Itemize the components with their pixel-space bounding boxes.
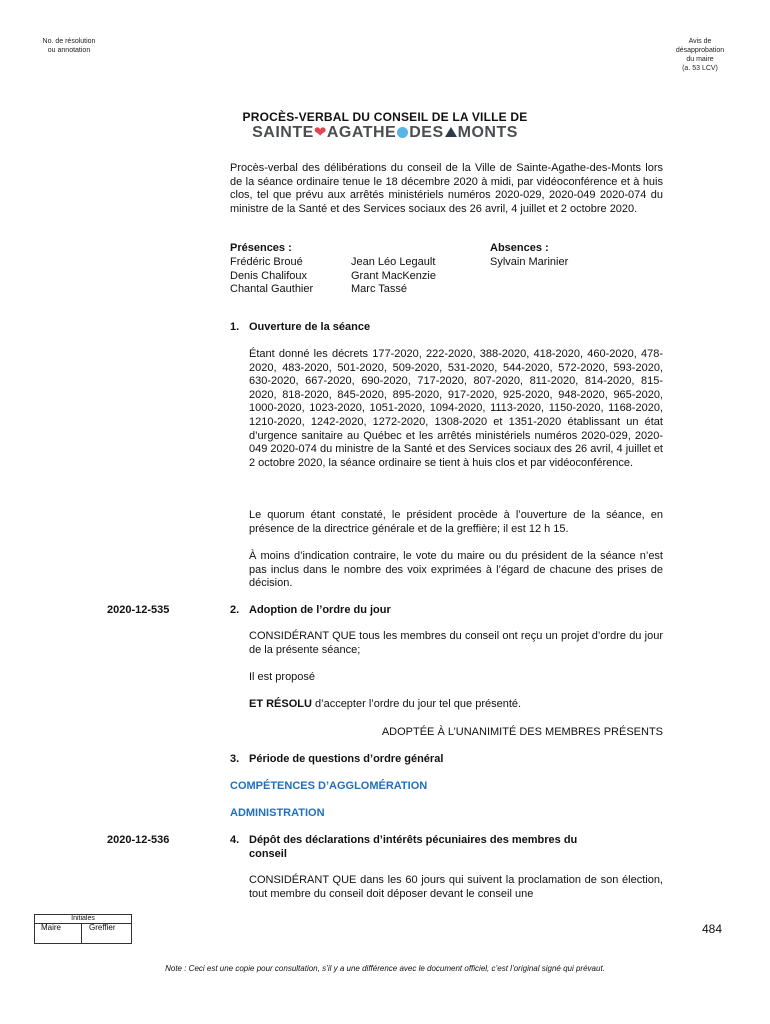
adoption-statement: ADOPTÉE À L’UNANIMITÉ DES MEMBRES PRÉSENTS: [381, 726, 663, 738]
resolution-header-line1: No. de résolution: [42, 38, 96, 45]
presences-label: Présences :: [230, 242, 292, 254]
attendee: Denis Chalifoux: [230, 269, 308, 282]
section-1-heading: [230, 321, 370, 333]
circle-icon: [397, 127, 408, 138]
mountain-icon: [445, 127, 457, 137]
section-2-paragraph-3: [249, 698, 663, 712]
page-number: 484: [702, 922, 723, 936]
presences-column-2: [351, 256, 436, 297]
section-4-heading-line2: conseil: [249, 848, 287, 860]
heart-icon: ❤: [313, 124, 327, 141]
section-2-heading: [230, 604, 391, 616]
disapproval-header-line1: Avis de: [688, 38, 712, 45]
section-3-heading: [230, 753, 443, 765]
category-heading-agglomeration: COMPÉTENCES D’AGGLOMÉRATION: [230, 780, 428, 792]
presences-column-1: [230, 256, 313, 297]
initials-box: [34, 914, 132, 944]
document-title: PROCÈS-VERBAL DU CONSEIL DE LA VILLE DE: [242, 110, 528, 124]
footer-note: Note : Ceci est une copie pour consultation, s’il y a une différence avec le document officiel, c’est l’original signé qui prévaut.: [165, 964, 605, 973]
disapproval-column-header: [668, 37, 732, 73]
section-number: 4.: [230, 834, 240, 846]
intro-paragraph: Procès-verbal des délibérations du conseil de la Ville de Sainte-Agathe-des-Monts lors de la séance ordinaire tenue le 18 décembre 2020 à midi, par vidéoconférence et à huis clos, tel que prévu aux arrêtés ministériels numéros 2020-029, 2020-049 2020-074 du ministre de la Santé et des Services sociaux des 26 avril, 4 juillet et 2 octobre 2020.: [230, 162, 663, 215]
logo-word-des: DES: [409, 124, 444, 141]
section-1-paragraph-2: Le quorum étant constaté, le président procède à l’ouverture de la séance, en présence de la directrice générale et de la greffière; il est 12 h 15.: [249, 509, 663, 535]
section-4-heading: [230, 834, 663, 846]
resolution-number: 2020-12-536: [107, 834, 170, 846]
logo-word-monts: MONTS: [457, 124, 518, 141]
absentee: Sylvain Marinier: [490, 256, 569, 268]
initials-mayor-label: Maire: [41, 923, 62, 932]
disapproval-header-line2: désapprobation: [675, 47, 725, 54]
section-1-paragraph-1: Étant donné les décrets 177-2020, 222-2020, 388-2020, 418-2020, 460-2020, 478-2020, 483-2020, 501-2020, 509-2020, 531-2020, 544-2020, 572-2020, 593-2020, 630-2020, 667-2020, 690-2020, 717-2020, 807-2020, 811-2020, 814-2020, 815-2020, 818-2020, 845-2020, 895-2020, 917-2020, 925-2020, 948-2020, 965-2020, 1000-2020, 1023-2020, 1051-2020, 1094-2020, 1113-2020, 1150-2020, 1168-2020, 1210-2020, 1242-2020, 1272-2020, 1308-2020 et 1351-2020 établissant un état d’urgence sanitaire au Québec et les arrêtés ministériels numéros 2020-029, 2020-049 2020-074 du ministre de la Santé et des Services sociaux des 26 avril, 4 juillet et 2 octobre 2020, la séance ordinaire se tient à huis clos et par vidéoconférence.: [249, 348, 663, 469]
section-number: 3.: [230, 753, 240, 765]
section-number: 2.: [230, 604, 240, 616]
attendee: Chantal Gauthier: [230, 283, 314, 296]
divider: [81, 923, 82, 943]
section-title: Ouverture de la séance: [249, 321, 371, 333]
section-number: 1.: [230, 321, 240, 333]
initials-clerk-label: Greffier: [89, 923, 116, 932]
section-2-paragraph-1: CONSIDÉRANT QUE tous les membres du conseil ont reçu un projet d’ordre du jour de la présente séance;: [249, 630, 663, 656]
section-4-paragraph-1: CONSIDÉRANT QUE dans les 60 jours qui suivent la proclamation de son élection, tout membre du conseil doit déposer devant le conseil une: [249, 874, 663, 900]
section-1-paragraph-3: À moins d’indication contraire, le vote du maire ou du président de la séance n’est pas inclus dans le nombre des voix exprimées à l’égard de chacune des prises de décision.: [249, 550, 663, 590]
resolution-number: 2020-12-535: [107, 604, 170, 616]
attendee: Frédéric Broué: [230, 256, 303, 268]
absences-label: Absences :: [490, 242, 549, 254]
resolved-label: ET RÉSOLU: [249, 698, 312, 710]
resolution-header-line2: ou annotation: [47, 47, 91, 54]
section-2-paragraph-2: Il est proposé: [249, 671, 316, 683]
disapproval-header-line4: (a. 53 LCV): [682, 65, 718, 72]
attendee: Jean Léo Legault: [351, 256, 436, 268]
absences-column: [490, 256, 568, 270]
logo-word-sainte: SAINTE: [252, 124, 314, 141]
city-logo: [0, 123, 770, 142]
logo-word-agathe: AGATHE: [326, 124, 397, 141]
category-heading-administration: ADMINISTRATION: [230, 807, 325, 819]
attendee: Marc Tassé: [351, 283, 408, 296]
resolved-text: d’accepter l’ordre du jour tel que présenté.: [311, 698, 522, 710]
resolution-column-header: [36, 37, 102, 55]
section-title: Adoption de l’ordre du jour: [249, 604, 391, 616]
section-title-line1: Dépôt des déclarations d’intérêts pécuniaires des membres du: [249, 834, 578, 846]
attendee: Grant MacKenzie: [351, 269, 436, 282]
disapproval-header-line3: du maire: [686, 56, 714, 63]
initials-title: Initiales: [71, 915, 95, 922]
section-title: Période de questions d’ordre général: [249, 753, 444, 765]
